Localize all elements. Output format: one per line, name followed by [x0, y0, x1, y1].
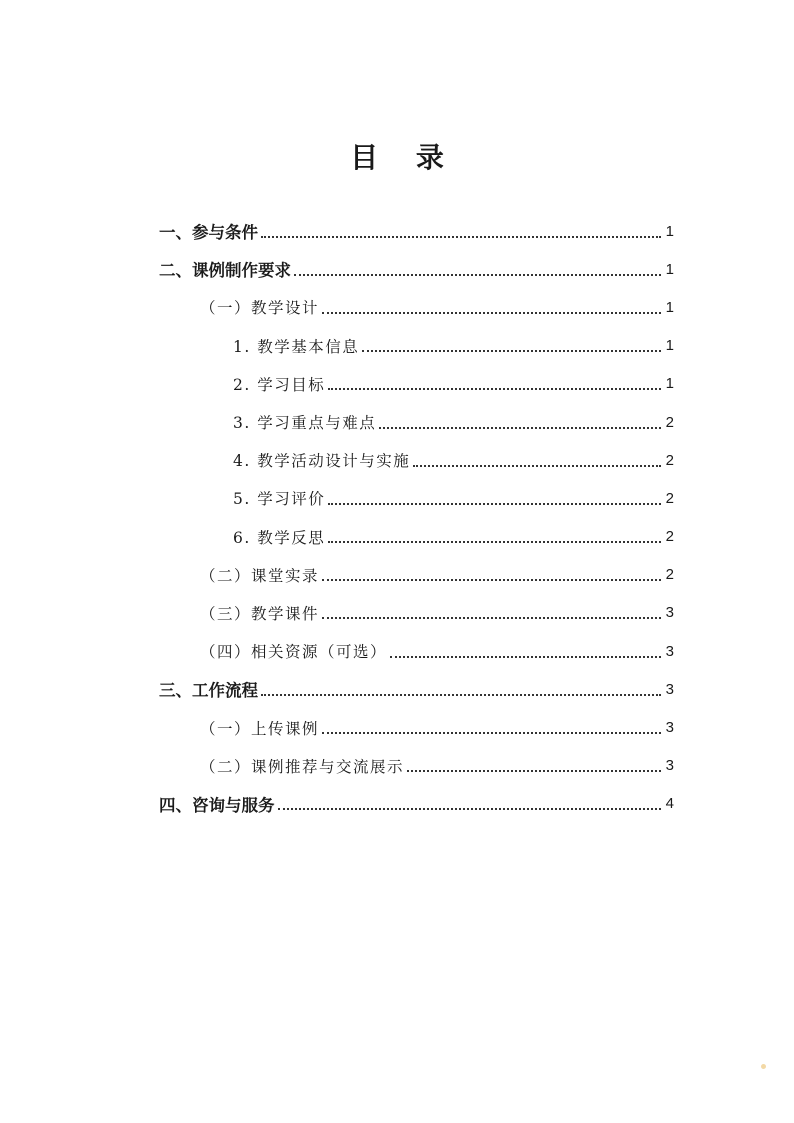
toc-entry-page: 2: [665, 451, 674, 469]
toc-entry[interactable]: [0, 250, 794, 288]
toc-leader-dots: [322, 616, 661, 619]
toc-entry[interactable]: [0, 441, 794, 479]
toc-entry-label: （三）教学课件: [200, 604, 320, 623]
toc-entry-page: 1: [665, 375, 674, 393]
corner-dot-mark: [761, 1064, 766, 1069]
toc-entry-page: 3: [665, 719, 674, 737]
toc-entry-label: （四）相关资源（可选）: [200, 643, 388, 662]
toc-leader-dots: [261, 235, 661, 238]
toc-entry-page: 3: [665, 604, 674, 622]
toc-entry[interactable]: [0, 288, 794, 326]
toc-entry-page: 2: [665, 413, 674, 431]
toc-entry-page: 2: [665, 566, 674, 584]
toc-entry[interactable]: [0, 632, 794, 670]
toc-entry-label: 3. 学习重点与难点: [233, 414, 377, 433]
toc-leader-dots: [261, 693, 661, 696]
page-title: 目 录: [350, 141, 458, 174]
toc-entry-page: 1: [665, 298, 674, 316]
toc-entry-label: （一）教学设计: [200, 299, 320, 318]
toc-entry-label: 2. 学习目标: [233, 375, 326, 394]
toc-leader-dots: [322, 311, 661, 314]
toc-leader-dots: [328, 502, 660, 505]
toc-entry-label: 6. 教学反思: [233, 528, 326, 547]
toc-leader-dots: [407, 769, 661, 772]
toc-leader-dots: [362, 349, 660, 352]
toc-entry[interactable]: [0, 403, 794, 441]
toc-entry-page: 4: [665, 795, 674, 813]
toc-entry-label: 一、参与条件: [159, 223, 258, 243]
toc-entry[interactable]: [0, 785, 794, 823]
toc-leader-dots: [278, 807, 661, 810]
toc-entry-page: 1: [665, 222, 674, 240]
toc-entry[interactable]: [0, 479, 794, 517]
toc-entry[interactable]: [0, 365, 794, 403]
toc-leader-dots: [328, 387, 660, 390]
toc-leader-dots: [328, 540, 660, 543]
toc-entry[interactable]: [0, 708, 794, 746]
toc-entry[interactable]: [0, 670, 794, 708]
toc-entry-label: 三、工作流程: [159, 681, 258, 701]
toc-leader-dots: [413, 464, 660, 467]
toc-entry-label: （一）上传课例: [200, 719, 320, 738]
toc-leader-dots: [322, 578, 661, 581]
toc-entry[interactable]: [0, 594, 794, 632]
table-of-contents: [0, 212, 794, 823]
toc-entry-label: 1. 教学基本信息: [233, 337, 360, 356]
toc-entry-label: 二、课例制作要求: [159, 261, 291, 281]
toc-leader-dots: [322, 731, 661, 734]
toc-entry[interactable]: [0, 747, 794, 785]
toc-entry-page: 3: [665, 680, 674, 698]
toc-entry-page: 2: [665, 528, 674, 546]
toc-entry[interactable]: [0, 556, 794, 594]
toc-leader-dots: [294, 273, 661, 276]
toc-leader-dots: [379, 426, 660, 429]
toc-entry[interactable]: [0, 518, 794, 556]
toc-entry-page: 1: [665, 260, 674, 278]
toc-entry-page: 2: [665, 489, 674, 507]
toc-entry-label: 5. 学习评价: [233, 490, 326, 509]
toc-entry-label: （二）课例推荐与交流展示: [200, 757, 405, 776]
toc-entry-page: 3: [665, 757, 674, 775]
toc-entry-label: 四、咨询与服务: [159, 795, 275, 815]
toc-entry-label: 4. 教学活动设计与实施: [233, 452, 411, 471]
toc-entry-page: 1: [665, 337, 674, 355]
toc-entry-label: （二）课堂实录: [200, 566, 320, 585]
toc-entry-page: 3: [665, 642, 674, 660]
toc-entry[interactable]: [0, 212, 794, 250]
toc-entry[interactable]: [0, 327, 794, 365]
toc-leader-dots: [390, 655, 661, 658]
